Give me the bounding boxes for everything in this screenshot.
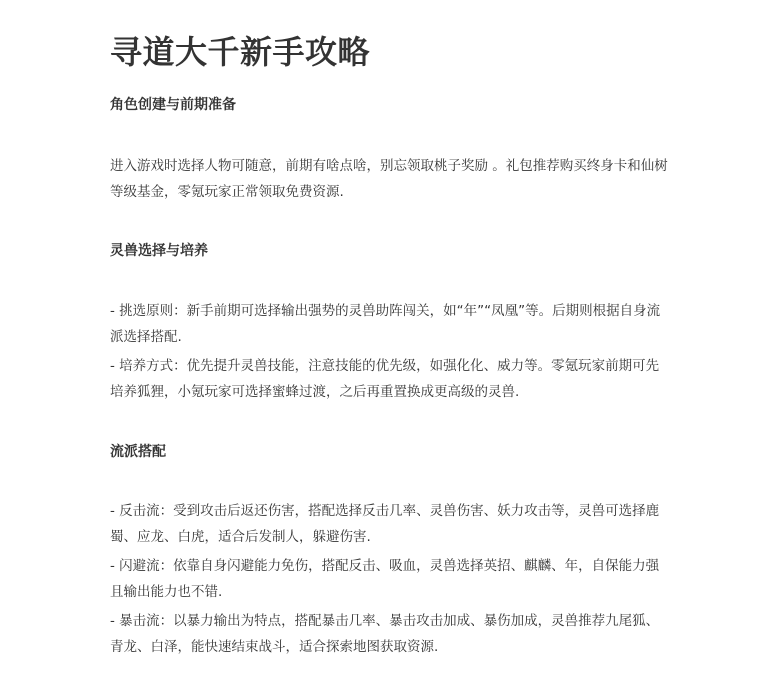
paragraph-build-counter: - 反击流：受到攻击后返还伤害，搭配选择反击几率、灵兽伤害、妖力攻击等，灵兽可选择鹿蜀、应龙、白虎，适合后发制人，躲避伤害. bbox=[110, 503, 660, 545]
section-heading-builds: 流派搭配 bbox=[110, 444, 166, 460]
paragraph-build-dodge: - 闪避流：依靠自身闪避能力免伤，搭配反击、吸血，灵兽选择英招、麒麟、年，自保能力强且输出能力也不错. bbox=[110, 558, 660, 600]
paragraph-character-creation: 进入游戏时选择人物可随意，前期有啥点啥，别忘领取桃子奖励 。礼包推荐购买终身卡和仙树等级基金，零氪玩家正常领取免费资源. bbox=[110, 158, 668, 200]
paragraph-build-crit: - 暴击流：以暴力输出为特点，搭配暴击几率、暴击攻击加成、暴伤加成，灵兽推荐九尾狐、青龙、白泽，能快速结束战斗，适合探索地图获取资源. bbox=[110, 613, 660, 655]
paragraph-beast-selection-principle: - 挑选原则：新手前期可选择输出强势的灵兽助阵闯关，如“年”“凤凰”等。后期则根据自身流派选择搭配. bbox=[110, 303, 661, 345]
article-title: 寻道大千新手攻略 bbox=[110, 33, 371, 71]
section-heading-character-creation: 角色创建与前期准备 bbox=[110, 97, 236, 113]
paragraph-beast-training: - 培养方式：优先提升灵兽技能，注意技能的优先级，如强化化、威力等。零氪玩家前期可先培养狐狸，小氪玩家可选择蜜蜂过渡，之后再重置换成更高级的灵兽. bbox=[110, 358, 660, 400]
section-heading-beast-selection: 灵兽选择与培养 bbox=[110, 243, 208, 259]
